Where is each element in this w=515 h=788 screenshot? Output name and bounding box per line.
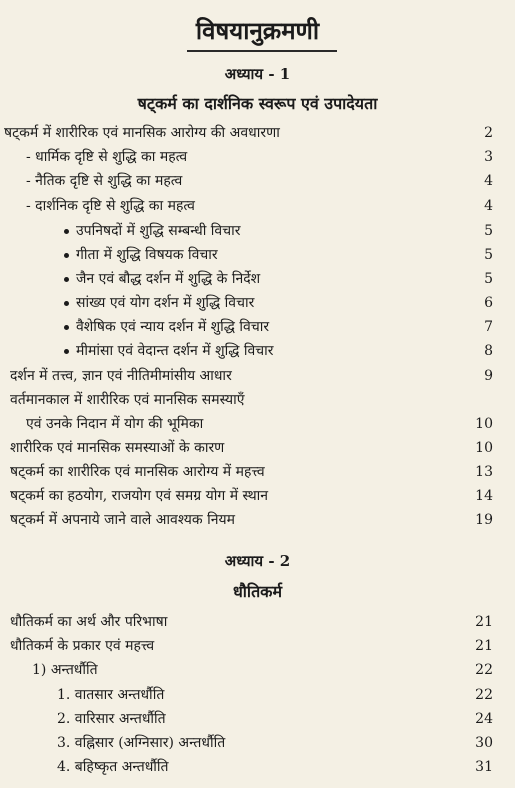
toc-entry-text: उपनिषदों में शुद्धि सम्बन्धी विचार: [76, 223, 241, 239]
toc-entry-page: 22: [475, 662, 493, 678]
bullet-icon: [64, 277, 69, 282]
chapter-2-heading: धौतिकर्म: [232, 582, 283, 601]
toc-entry: [0, 659, 515, 681]
toc-entry-page: 22: [475, 687, 493, 703]
chapter-1-label: अध्याय - 1: [224, 65, 291, 83]
toc-entry: [0, 195, 515, 217]
toc-entry-page: 10: [475, 440, 493, 456]
toc-entry-text: षट्कर्म में अपनाये जाने वाले आवश्यक नियम: [10, 512, 235, 528]
toc-entry-page: 21: [475, 614, 493, 630]
title-underline: [187, 50, 337, 52]
toc-entry-text: दर्शन में तत्त्व, ज्ञान एवं नीतिमीमांसीय आधार: [10, 368, 232, 384]
toc-entry-text: 4. बहिष्कृत अन्तर्धौति: [57, 759, 169, 775]
toc-entry-page: 9: [484, 368, 493, 384]
bullet-icon: [64, 349, 69, 354]
toc-entry: [0, 292, 515, 314]
toc-entry-page: 6: [484, 295, 493, 311]
toc-entry-page: 21: [475, 638, 493, 654]
toc-entry-page: 30: [475, 735, 493, 751]
toc-entry: [0, 316, 515, 338]
chapter-2-label: अध्याय - 2: [224, 552, 291, 570]
toc-entry-page: 4: [484, 198, 493, 214]
toc-entry-page: 5: [484, 223, 493, 239]
bullet-icon: [64, 325, 69, 330]
toc-entry-page: 31: [475, 759, 493, 775]
toc-entry-page: 19: [475, 512, 493, 528]
toc-entry: [0, 437, 515, 459]
toc-entry: [0, 509, 515, 531]
toc-entry: [0, 461, 515, 483]
page-title: विषयानुक्रमणी: [195, 16, 320, 45]
toc-entry: [0, 146, 515, 168]
toc-entry-page: 14: [475, 488, 493, 504]
toc-entry: [0, 635, 515, 657]
toc-entry: [0, 756, 515, 778]
toc-entry-text: जैन एवं बौद्ध दर्शन में शुद्धि के निर्देश: [76, 271, 261, 287]
toc-entry-page: 4: [484, 173, 493, 189]
toc-entry-page: 24: [475, 711, 493, 727]
toc-entry: [0, 485, 515, 507]
toc-entry-page: 5: [484, 247, 493, 263]
toc-entry: [0, 122, 515, 144]
toc-entry-page: 10: [475, 416, 493, 432]
toc-entry: [0, 170, 515, 192]
toc-entry-text: वैशेषिक एवं न्याय दर्शन में शुद्धि विचार: [76, 319, 270, 335]
toc-entry: [0, 732, 515, 754]
toc-entry-text: 1. वातसार अन्तर्धौति: [57, 687, 165, 703]
toc-entry-page: 13: [475, 464, 493, 480]
toc-entry-page: 2: [484, 125, 493, 141]
toc-entry: [0, 413, 515, 435]
toc-entry-text: 2. वारिसार अन्तर्धौति: [57, 711, 166, 727]
toc-entry: [0, 220, 515, 242]
toc-entry: [0, 389, 515, 411]
toc-entry-text: धौतिकर्म के प्रकार एवं महत्त्व: [10, 638, 155, 654]
chapter-1-heading: षट्कर्म का दार्शनिक स्वरूप एवं उपादेयता: [137, 94, 378, 113]
toc-entry-text: गीता में शुद्धि विषयक विचार: [76, 247, 218, 263]
toc-entry: [0, 268, 515, 290]
toc-entry: [0, 365, 515, 387]
toc-entry-text: षट्कर्म में शारीरिक एवं मानसिक आरोग्य की अवधारणा: [4, 125, 280, 141]
toc-entry: [0, 244, 515, 266]
toc-entry-page: 5: [484, 271, 493, 287]
toc-entry-text: धौतिकर्म का अर्थ और परिभाषा: [10, 614, 168, 630]
toc-entry-text: मीमांसा एवं वेदान्त दर्शन में शुद्धि विचार: [76, 343, 274, 359]
toc-entry-text: षट्कर्म का हठयोग, राजयोग एवं समग्र योग में स्थान: [10, 488, 269, 504]
toc-entry-text: - नैतिक दृष्टि से शुद्धि का महत्व: [26, 173, 183, 189]
bullet-icon: [64, 253, 69, 258]
toc-entry-text: 1) अन्तर्धौति: [32, 662, 98, 678]
toc-entry: [0, 708, 515, 730]
toc-entry-text: वर्तमानकाल में शारीरिक एवं मानसिक समस्याएँ: [10, 392, 245, 408]
bullet-icon: [64, 301, 69, 306]
toc-entry-text: सांख्य एवं योग दर्शन में शुद्धि विचार: [76, 295, 255, 311]
toc-entry: [0, 684, 515, 706]
toc-entry-text: - धार्मिक दृष्टि से शुद्धि का महत्व: [26, 149, 188, 165]
toc-entry-text: शारीरिक एवं मानसिक समस्याओं के कारण: [10, 440, 225, 456]
toc-entry-text: षट्कर्म का शारीरिक एवं मानसिक आरोग्य में महत्त्व: [10, 464, 265, 480]
toc-entry-page: 3: [484, 149, 493, 165]
toc-entry-text: 3. वह्निसार (अग्निसार) अन्तर्धौति: [57, 735, 226, 751]
toc-entry-page: 8: [484, 343, 493, 359]
toc-entry-text: - दार्शनिक दृष्टि से शुद्धि का महत्व: [26, 198, 195, 214]
toc-entry: [0, 340, 515, 362]
toc-entry-text: एवं उनके निदान में योग की भूमिका: [26, 416, 204, 432]
toc-entry: [0, 611, 515, 633]
toc-entry-page: 7: [484, 319, 493, 335]
bullet-icon: [64, 229, 69, 234]
